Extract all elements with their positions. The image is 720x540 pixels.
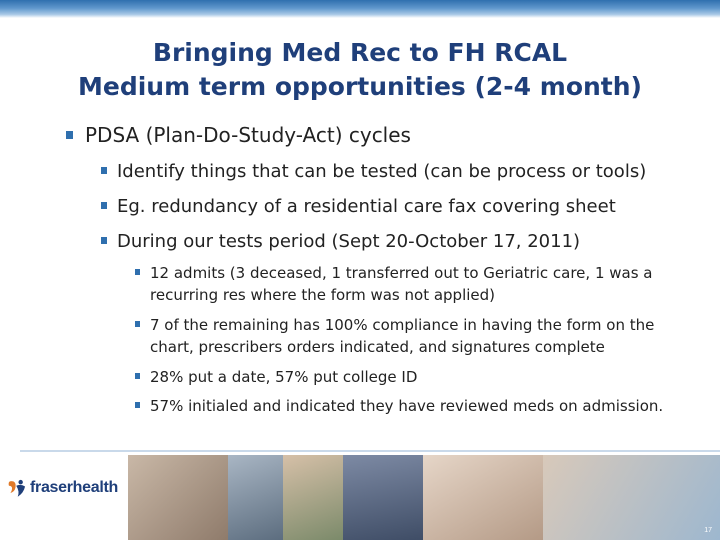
photo-child <box>283 455 343 540</box>
bullet-square-icon <box>135 402 140 408</box>
bullet-text: During our tests period (Sept 20-October 17, 2011) <box>117 231 581 252</box>
bullet-square-icon <box>101 167 107 174</box>
photo-clinician <box>343 455 423 540</box>
bullet-text: 7 of the remaining has 100% compliance in having the form on the <box>150 316 655 334</box>
slide-title-line-2: Medium term opportunities (2-4 month) <box>78 72 642 101</box>
bullet-text: PDSA (Plan-Do-Study-Act) cycles <box>85 123 411 147</box>
bullet-level3-item <box>135 314 654 358</box>
photo-man <box>228 455 283 540</box>
bullet-text-continuation: recurring res where the form was not applied) <box>150 286 496 304</box>
bullet-level3-item <box>135 262 653 306</box>
footer-divider <box>20 450 720 452</box>
bullet-level1 <box>66 122 411 148</box>
photo-background <box>543 455 720 540</box>
bullet-level3-item <box>135 366 417 388</box>
bullet-level3-item <box>135 395 663 417</box>
bullet-square-icon <box>101 237 107 244</box>
logo-text: fraserhealth <box>30 479 118 496</box>
bullet-level2-item <box>101 195 616 219</box>
slide-title-line-1: Bringing Med Rec to FH RCAL <box>152 38 568 67</box>
bullet-square-icon <box>66 131 73 139</box>
bullet-text: Eg. redundancy of a residential care fax covering sheet <box>117 196 616 217</box>
bullet-text: 28% put a date, 57% put college ID <box>150 368 418 386</box>
photo-mother-baby <box>423 455 543 540</box>
bullet-square-icon <box>135 269 140 275</box>
bullet-level2-item <box>101 230 580 254</box>
bullet-square-icon <box>101 202 107 209</box>
bullet-level2-item <box>101 160 646 184</box>
bullet-text-continuation: chart, prescribers orders indicated, and signatures complete <box>150 338 605 356</box>
photo-elderly-group <box>128 455 228 540</box>
bullet-text: 12 admits (3 deceased, 1 transferred out to Geriatric care, 1 was a <box>150 264 653 282</box>
bullet-text: Identify things that can be tested (can be process or tools) <box>117 161 647 182</box>
heart-person-icon <box>6 473 28 503</box>
fraserhealth-logo <box>6 470 118 506</box>
bullet-square-icon <box>135 373 140 379</box>
bullet-text: 57% initialed and indicated they have reviewed meds on admission. <box>150 397 664 415</box>
bullet-square-icon <box>135 321 140 327</box>
page-number: 17 <box>704 527 712 534</box>
slide-title <box>0 36 720 104</box>
header-gradient-bar <box>0 0 720 18</box>
footer-photo-collage <box>128 455 720 540</box>
